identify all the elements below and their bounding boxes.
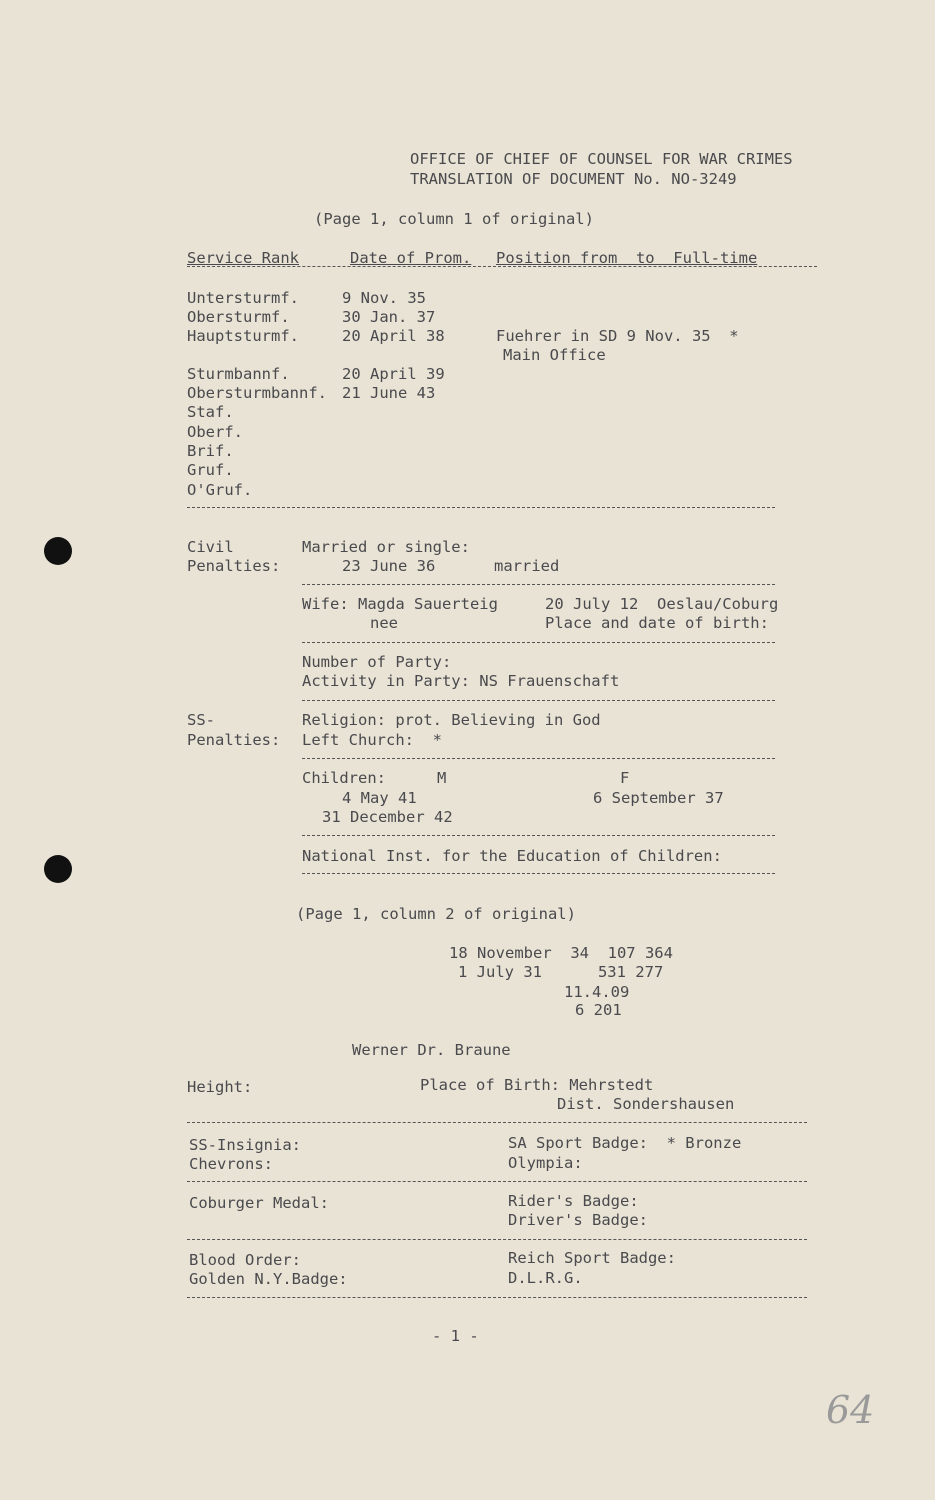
rank-7: Oberf. [187, 423, 243, 441]
child-m-2: 31 December 42 [322, 808, 453, 826]
rank-8: Brif. [187, 442, 234, 460]
position-line-1: Fuehrer in SD 9 Nov. 35 * [496, 327, 739, 345]
ss-penalties-label: Penalties: [187, 731, 281, 749]
rank-4: Sturmbannf. [187, 365, 290, 383]
header-date-of-prom: Date of Prom. [350, 249, 472, 267]
col2-line-1: 18 November 34 107 364 [449, 944, 673, 962]
rank-5: Obersturmbannf. [187, 384, 327, 402]
column1-label: (Page 1, column 1 of original) [314, 210, 594, 228]
rank-6: Staf. [187, 403, 234, 421]
prom-date-5: 21 June 43 [342, 384, 436, 402]
marriage-date: 23 June 36 [342, 557, 436, 575]
punch-hole-top [44, 537, 72, 565]
left-church: Left Church: * [302, 731, 442, 749]
chevrons: Chevrons: [189, 1155, 273, 1173]
ss-label: SS- [187, 711, 215, 729]
handwritten-page-mark: 64 [826, 1388, 875, 1432]
divider-details-3 [187, 1239, 807, 1240]
divider-civil-2 [302, 642, 775, 643]
prom-date-1: 9 Nov. 35 [342, 289, 426, 307]
married-or-single: Married or single: [302, 538, 470, 556]
sa-sport-badge: SA Sport Badge: * Bronze [508, 1134, 742, 1152]
col2-line-4: 6 201 [575, 1001, 622, 1019]
married-status: married [494, 557, 560, 575]
golden-badge: Golden N.Y.Badge: [189, 1270, 348, 1288]
number-of-party: Number of Party: [302, 653, 452, 671]
reich-sport-badge: Reich Sport Badge: [508, 1249, 676, 1267]
olympia: Olympia: [508, 1154, 583, 1172]
header-divider [187, 266, 817, 267]
civil-label: Civil [187, 538, 234, 556]
divider-civil-1 [302, 584, 775, 585]
col2-line-2: 1 July 31 531 277 [458, 963, 664, 981]
punch-hole-bottom [44, 855, 72, 883]
position-line-2: Main Office [503, 346, 606, 364]
divider-children [302, 835, 775, 836]
divider-ss-1 [302, 758, 775, 759]
wife-name: Wife: Magda Sauerteig [302, 595, 498, 613]
prom-date-4: 20 April 39 [342, 365, 445, 383]
coburger-medal: Coburger Medal: [189, 1194, 329, 1212]
divider-details-2 [187, 1181, 807, 1182]
divider-civil-3 [302, 700, 775, 701]
rank-10: O'Gruf. [187, 481, 253, 499]
divider-details-4 [187, 1297, 807, 1298]
header-position: Position from to Full-time [496, 249, 758, 267]
prom-date-2: 30 Jan. 37 [342, 308, 436, 326]
child-m-1: 4 May 41 [342, 789, 417, 807]
col2-line-3: 11.4.09 [564, 983, 630, 1001]
place-date-birth: Place and date of birth: [545, 614, 769, 632]
ss-insignia: SS-Insignia: [189, 1136, 301, 1154]
blood-order: Blood Order: [189, 1251, 301, 1269]
children-m-label: M [437, 769, 447, 787]
rank-9: Gruf. [187, 461, 234, 479]
rank-2: Obersturmf. [187, 308, 290, 326]
prom-date-3: 20 April 38 [342, 327, 445, 345]
office-heading: OFFICE OF CHIEF OF COUNSEL FOR WAR CRIMES [410, 150, 793, 168]
wife-nee: nee [370, 614, 398, 632]
divider-details-1 [187, 1122, 807, 1123]
wife-birth: 20 July 12 Oeslau/Coburg [545, 595, 779, 613]
translation-heading: TRANSLATION OF DOCUMENT No. NO-3249 [410, 170, 737, 188]
children-label: Children: [302, 769, 386, 787]
drivers-badge: Driver's Badge: [508, 1211, 648, 1229]
child-f-1: 6 September 37 [593, 789, 724, 807]
religion: Religion: prot. Believing in God [302, 711, 601, 729]
dlrg: D.L.R.G. [508, 1269, 583, 1287]
district: Dist. Sondershausen [557, 1095, 735, 1113]
place-of-birth: Place of Birth: Mehrstedt [420, 1076, 654, 1094]
rank-1: Untersturmf. [187, 289, 299, 307]
column2-label: (Page 1, column 2 of original) [296, 905, 576, 923]
divider-national-inst [302, 873, 775, 874]
civil-penalties-label: Penalties: [187, 557, 281, 575]
section-divider-1 [187, 507, 775, 508]
person-name: Werner Dr. Braune [352, 1041, 511, 1059]
riders-badge: Rider's Badge: [508, 1192, 639, 1210]
children-f-label: F [620, 769, 630, 787]
rank-3: Hauptsturmf. [187, 327, 299, 345]
activity-in-party: Activity in Party: NS Frauenschaft [302, 672, 620, 690]
height-label: Height: [187, 1078, 253, 1096]
header-service-rank: Service Rank [187, 249, 299, 267]
page-number: - 1 - [432, 1327, 479, 1345]
national-inst: National Inst. for the Education of Children: [302, 847, 722, 865]
